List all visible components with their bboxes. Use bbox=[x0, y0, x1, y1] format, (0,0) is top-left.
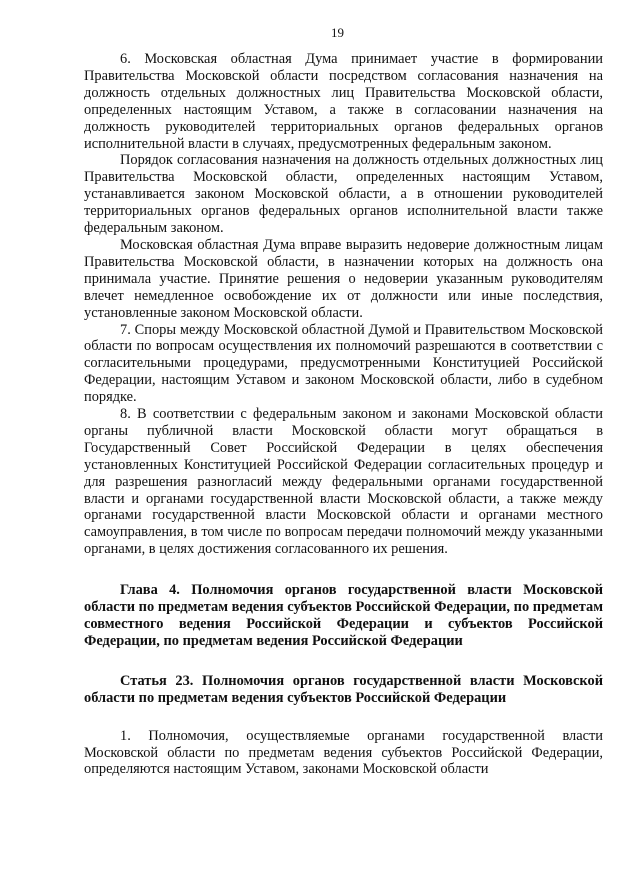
paragraph-approval-procedure: Порядок согласования назначения на должность отдельных должностных лиц Правительства Московской области, определенных настоящим Уставом, устанавливается законом Московской области, а в отношении руководителей территориальных органов федеральных органов исполнительной власти также федеральным законом. bbox=[84, 152, 603, 237]
paragraph-no-confidence: Московская областная Дума вправе выразить недоверие должностным лицам Правительства Московской области, в назначении которых на должность она принимала участие. Принятие решения о недоверии указанным руководителям влечет немедленное освобождение их от должности или иные последствия, установленные законом Московской области. bbox=[84, 236, 603, 321]
chapter-heading: Глава 4. Полномочия органов государственной власти Московской области по предметам ведения субъектов Российской Федерации, по предметам совместного ведения Российской Федерации и субъектов Российской Федерации, по предметам ведения Российской Федерации bbox=[84, 582, 603, 649]
page-number: 19 bbox=[331, 25, 344, 40]
paragraph-6: 6. Московская областная Дума принимает участие в формировании Правительства Московской области посредством согласования назначения на должность отдельных должностных лиц Правительства Московской области, определенных настоящим Уставом, а также в согласовании назначения на должность руководителей территориальных органов федеральных органов исполнительной власти в случаях, предусмотренных федеральным законом. bbox=[84, 51, 603, 152]
article-23-paragraph-1: 1. Полномочия, осуществляемые органами государственной власти Московской области по предметам ведения субъектов Российской Федерации, определяются настоящим Уставом, законами Московской области bbox=[84, 727, 603, 778]
article-heading: Статья 23. Полномочия органов государственной власти Московской области по предметам ведения субъектов Российской Федерации bbox=[84, 672, 603, 706]
paragraph-7: 7. Споры между Московской областной Думой и Правительством Московской области по вопросам осуществления их полномочий разрешаются в соответствии с согласительными процедурами, предусмотренными Конституцией Российской Федерации, настоящим Уставом и законом Московской области, либо в судебном порядке. bbox=[84, 321, 603, 406]
paragraph-8: 8. В соответствии с федеральным законом и законами Московской области органы публичной власти Московской области могут обращаться в Государственный Совет Российской Федерации в целях обеспечения установленных Конституцией Российской Федерации согласительных процедур и для разрешения разногласий между федеральными органами государственной власти и органами государственной власти Московской области, а также между органами государственной власти Московской области и органами местного самоуправления, в том числе по вопросам передачи полномочий между указанными органами, в целях достижения согласованного их решения. bbox=[84, 406, 603, 558]
